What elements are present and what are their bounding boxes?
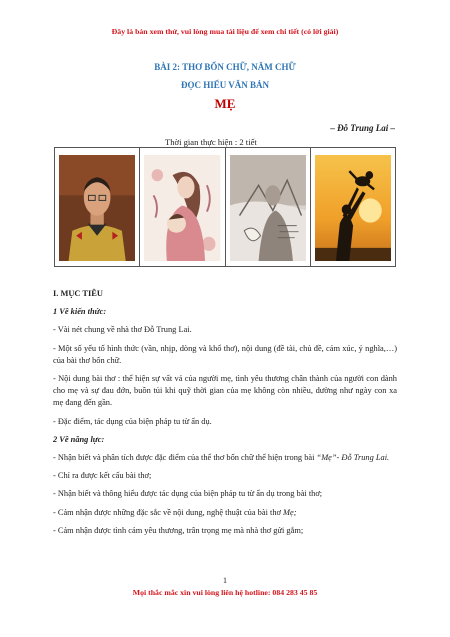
knowledge-item: - Vài nét chung về nhà thơ Đỗ Trung Lai.: [53, 325, 192, 335]
skill-text-italic: “Mẹ”- Đỗ Trung Lai.: [316, 453, 390, 463]
heading-objectives: I. MỤC TIÊU: [53, 289, 103, 298]
skill-text: - Nhận biết và phân tích được đặc điểm của thể thơ bốn chữ thể hiện trong bài: [53, 453, 317, 463]
mother-lifting-child-silhouette: [315, 155, 391, 261]
page-number: 1: [223, 576, 227, 585]
knowledge-item: - Đặc điểm, tác dụng của biện pháp tu từ ẩn dụ.: [53, 416, 212, 426]
skill-item: [53, 452, 397, 464]
knowledge-item: - Nội dung bài thơ : thể hiện sự vất vả của người mẹ, tình yêu thương chân thành của người con dành cho mẹ và sự đau đớn, buồn tủi khi quỹ thời gian của mẹ không còn nhiều, dường như ngày con xa mẹ đang đến gần.: [53, 374, 397, 408]
lesson-content: [53, 288, 397, 543]
heading-skills: 2 Về năng lực:: [53, 434, 105, 444]
poem-title: MẸ: [214, 96, 236, 111]
section-title: ĐỌC HIỂU VĂN BẢN: [180, 80, 270, 90]
skill-item: - Nhận biết và thông hiểu được tác dụng của biện pháp tu từ ẩn dụ trong bài thơ;: [53, 489, 323, 499]
mother-sketch-image: [230, 155, 306, 261]
image-table: [54, 147, 396, 267]
hotline-footer: Mọi thắc mắc xin vui lòng liên hệ hotline: 084 283 45 85: [132, 588, 318, 597]
image-cell: [226, 148, 311, 266]
skill-text: - Cảm nhận được những đặc sắc về nội dung, nghệ thuật của bài thơ: [53, 507, 284, 517]
preview-banner: Đây là bản xem thử, vui lòng mua tài liệu để xem chi tiết (có lời giải): [111, 27, 339, 36]
skill-item: [53, 507, 397, 519]
knowledge-item: - Một số yếu tố hình thức (vần, nhịp, dòng và khổ thơ), nội dung (đề tài, chủ đề, cảm xúc, ý nghĩa,…) của bài thơ bốn chữ.: [53, 343, 397, 365]
skill-item: - Chỉ ra được kết cấu bài thơ;: [53, 471, 152, 481]
mother-and-child-illustration: [144, 155, 220, 261]
duration-line: Thời gian thực hiện : 2 tiết: [165, 137, 257, 147]
image-cell: [55, 148, 140, 266]
skill-text-italic: Mẹ;: [283, 507, 297, 517]
heading-knowledge: 1 Về kiến thức:: [53, 307, 107, 317]
author-portrait-image: [59, 155, 135, 261]
skill-item: - Cảm nhận được tình cảm yêu thương, trân trọng mẹ mà nhà thơ gửi gắm;: [53, 525, 304, 535]
lesson-title: BÀI 2: THƠ BỐN CHỮ, NĂM CHỮ: [154, 62, 296, 72]
author-line: – Đỗ Trung Lai –: [330, 123, 395, 133]
image-cell: [140, 148, 225, 266]
image-cell: [311, 148, 395, 266]
